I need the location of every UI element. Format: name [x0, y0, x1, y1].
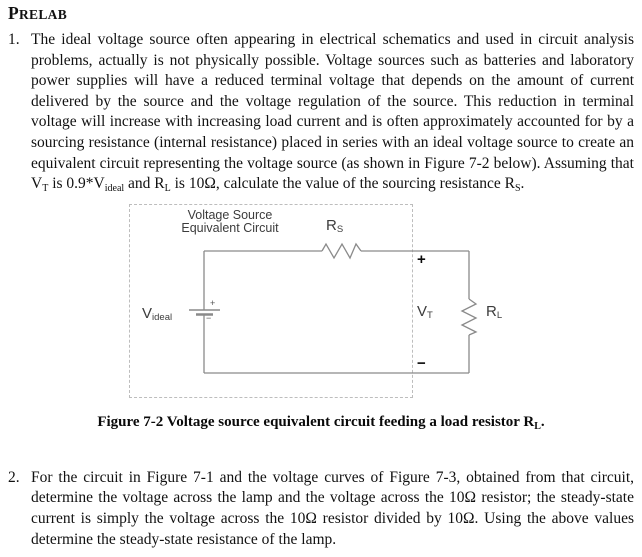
rs-base: R: [326, 216, 337, 234]
item-1-text: The ideal voltage source often appearing in electrical schematics and used in circuit analysis problems, actually is not physically possible. Voltage sources such as batteries and laboratory power supplies will have a reduced terminal voltage that depends on the amount of current delivered by the source and the voltage regulation of the source. This reduction in terminal voltage will increase with increasing load current and is often approximately accounted for by a sourcing resistance (internal resistance) placed in series with an ideal voltage source to create an equivalent circuit representing the voltage source (as shown in Figure 7-2 below). Assuming that V: [31, 31, 634, 193]
videal-base: V: [142, 304, 153, 322]
item-1-text: is 10Ω, calculate the value of the sourcing resistance R: [170, 175, 515, 193]
item-1-text: is 0.9*V: [48, 175, 105, 193]
videal-label: [142, 305, 172, 323]
caption-period: .: [540, 413, 545, 430]
videal-sub: ideal: [152, 311, 173, 323]
subscript-S: S: [514, 183, 521, 195]
item-2-paragraph: For the circuit in Figure 7-1 and the voltage curves of Figure 7-3, obtained from that circuit, determine the voltage across the lamp and the voltage across the 10Ω resistor; the steady-state current is simply the voltage across the 10Ω resistor divided by 10Ω. Using the above values determine the steady-state resistance of the lamp.: [31, 468, 634, 548]
page-title: PRELAB: [8, 3, 68, 23]
item-1-text: .: [520, 175, 525, 193]
rl-base: R: [486, 302, 497, 320]
figure-caption: [8, 414, 634, 432]
battery-minus-mark: −: [206, 312, 212, 323]
rl-resistor-icon: [462, 299, 476, 335]
vt-base: V: [417, 302, 428, 320]
subscript-ideal: ideal: [104, 183, 125, 195]
equivalent-circuit-title: [160, 209, 300, 236]
list-number-1: 1.: [8, 31, 20, 48]
prelab-item-1: [8, 30, 634, 200]
caption-subscript-L: L: [534, 420, 541, 432]
rs-label: [326, 217, 343, 235]
battery-plus-mark: +: [210, 297, 216, 308]
rl-sub: L: [496, 309, 503, 321]
caption-text: Figure 7-2 Voltage source equivalent circuit feeding a load resistor R: [97, 413, 535, 430]
rl-label: [486, 303, 502, 321]
figure-7-2: [8, 203, 634, 451]
list-number-2: 2.: [8, 468, 20, 486]
subscript-T: T: [42, 183, 49, 195]
item-1-paragraph: [31, 30, 634, 200]
rs-sub: S: [336, 223, 344, 235]
prelab-item-2: [8, 468, 634, 550]
vt-label: [417, 303, 433, 321]
subscript-L: L: [164, 183, 171, 195]
vt-sub: T: [427, 309, 433, 321]
box-title-line1: Voltage Source: [187, 207, 273, 222]
minus-terminal-mark: −: [417, 354, 426, 372]
rs-resistor-icon: [322, 244, 361, 258]
box-title-line2: Equivalent Circuit: [181, 221, 279, 236]
item-1-text: and R: [124, 175, 165, 193]
plus-terminal-mark: +: [417, 250, 426, 268]
